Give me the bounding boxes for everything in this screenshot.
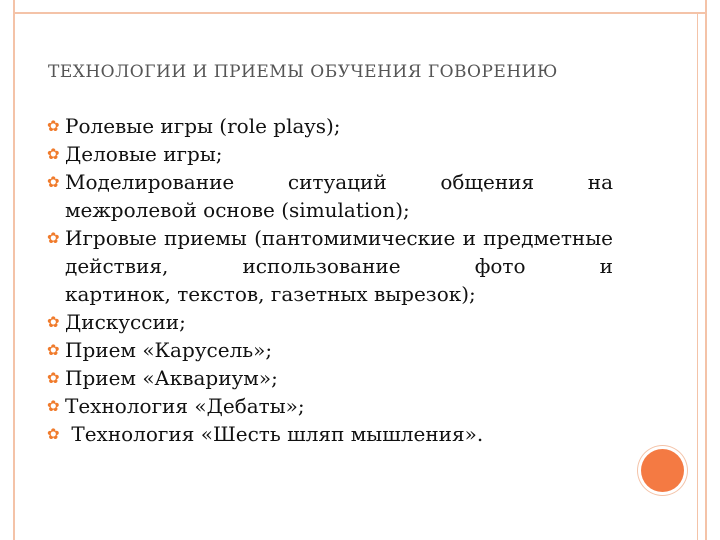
list-item [47,364,613,392]
flower-bullet-icon: ✿ [47,369,60,387]
list-item [47,112,613,140]
flower-bullet-icon: ✿ [47,425,60,443]
frame-line-top [13,12,707,14]
list-item-text: Технология «Дебаты»; [65,394,305,418]
list-item [47,336,613,364]
list-item-text-continued: межролевой основе (simulation); [65,198,410,222]
decorative-circle [641,449,684,492]
flower-bullet-icon: ✿ [47,117,60,135]
frame-line-right-inner [697,12,698,540]
list-item-text: Прием «Аквариум»; [65,366,278,390]
list-item-text: Деловые игры; [65,142,223,166]
list-item-text: Технология «Шесть шляп мышления». [65,422,484,446]
bullet-list [47,112,613,448]
flower-bullet-icon: ✿ [47,145,60,163]
list-item-text: Прием «Карусель»; [65,338,273,362]
flower-bullet-icon: ✿ [47,229,60,247]
flower-bullet-icon: ✿ [47,341,60,359]
list-item [47,140,613,168]
list-item [47,168,613,224]
frame-line-left [13,0,15,540]
slide-title: ТЕХНОЛОГИИ И ПРИЕМЫ ОБУЧЕНИЯ ГОВОРЕНИЮ [48,62,558,82]
frame-line-right-outer [705,0,707,540]
list-item-text-continued: картинок, текстов, газетных вырезок); [65,282,476,306]
list-item-text: Игровые приемы (пантомимические и предметные действия, использование фото и [65,226,613,278]
list-item [47,420,613,448]
list-item [47,224,613,308]
flower-bullet-icon: ✿ [47,313,60,331]
list-item-text: Моделирование ситуаций общения на [65,170,613,194]
list-item [47,308,613,336]
flower-bullet-icon: ✿ [47,397,60,415]
list-item-text: Дискуссии; [65,310,186,334]
flower-bullet-icon: ✿ [47,173,60,191]
list-item-text: Ролевые игры (role plays); [65,114,341,138]
list-item [47,392,613,420]
